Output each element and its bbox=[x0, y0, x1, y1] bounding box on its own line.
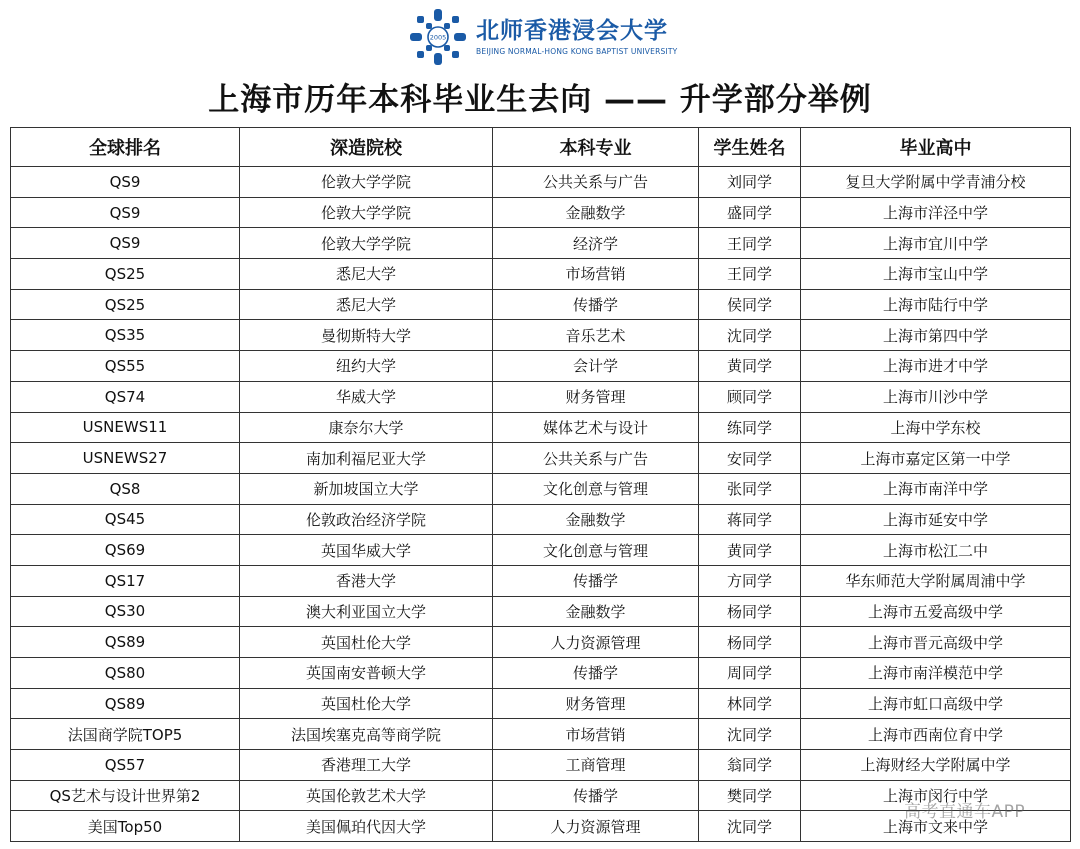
cell-global-rank: QS9 bbox=[11, 167, 240, 198]
graduate-destination-table bbox=[10, 127, 1071, 842]
watermark: 高考直通车APP bbox=[904, 802, 1026, 822]
table-row bbox=[11, 473, 1071, 504]
cell-student-name: 黄同学 bbox=[699, 535, 801, 566]
cell-student-name: 顾同学 bbox=[699, 381, 801, 412]
cell-global-rank: 美国Top50 bbox=[11, 811, 240, 842]
cell-high-school: 复旦大学附属中学青浦分校 bbox=[801, 167, 1071, 198]
cell-major: 音乐艺术 bbox=[493, 320, 699, 351]
cell-university: 英国杜伦大学 bbox=[240, 627, 493, 658]
cell-major: 市场营销 bbox=[493, 719, 699, 750]
cell-high-school: 上海市松江二中 bbox=[801, 535, 1071, 566]
cell-global-rank: QS17 bbox=[11, 565, 240, 596]
cell-student-name: 王同学 bbox=[699, 259, 801, 290]
cell-high-school: 上海市五爱高级中学 bbox=[801, 596, 1071, 627]
table-row bbox=[11, 811, 1071, 842]
cell-high-school: 上海市闵行中学 bbox=[801, 780, 1071, 811]
cell-student-name: 沈同学 bbox=[699, 811, 801, 842]
header-student-name: 学生姓名 bbox=[699, 128, 801, 167]
cell-major: 传播学 bbox=[493, 565, 699, 596]
cell-major: 市场营销 bbox=[493, 259, 699, 290]
cell-major: 人力资源管理 bbox=[493, 811, 699, 842]
cell-student-name: 盛同学 bbox=[699, 197, 801, 228]
cell-university: 伦敦政治经济学院 bbox=[240, 504, 493, 535]
cell-high-school: 上海市文来中学 bbox=[801, 811, 1071, 842]
cell-high-school: 上海市宝山中学 bbox=[801, 259, 1071, 290]
cell-university: 纽约大学 bbox=[240, 351, 493, 382]
header-major: 本科专业 bbox=[493, 128, 699, 167]
cell-student-name: 周同学 bbox=[699, 658, 801, 689]
table-row bbox=[11, 197, 1071, 228]
table-row bbox=[11, 565, 1071, 596]
cell-high-school: 华东师范大学附属周浦中学 bbox=[801, 565, 1071, 596]
header-global-rank: 全球排名 bbox=[11, 128, 240, 167]
cell-major: 文化创意与管理 bbox=[493, 473, 699, 504]
cell-student-name: 刘同学 bbox=[699, 167, 801, 198]
table-row bbox=[11, 351, 1071, 382]
cell-global-rank: QS9 bbox=[11, 197, 240, 228]
cell-major: 公共关系与广告 bbox=[493, 167, 699, 198]
cell-university: 伦敦大学学院 bbox=[240, 228, 493, 259]
cell-major: 金融数学 bbox=[493, 197, 699, 228]
cell-global-rank: QS74 bbox=[11, 381, 240, 412]
cell-student-name: 张同学 bbox=[699, 473, 801, 504]
cell-high-school: 上海市宜川中学 bbox=[801, 228, 1071, 259]
table-row bbox=[11, 320, 1071, 351]
cell-student-name: 蒋同学 bbox=[699, 504, 801, 535]
cell-high-school: 上海市西南位育中学 bbox=[801, 719, 1071, 750]
cell-high-school: 上海财经大学附属中学 bbox=[801, 750, 1071, 781]
header-high-school: 毕业高中 bbox=[801, 128, 1071, 167]
cell-student-name: 沈同学 bbox=[699, 719, 801, 750]
cell-student-name: 侯同学 bbox=[699, 289, 801, 320]
cell-university: 澳大利亚国立大学 bbox=[240, 596, 493, 627]
cell-university: 伦敦大学学院 bbox=[240, 197, 493, 228]
table-row bbox=[11, 780, 1071, 811]
cell-high-school: 上海市虹口高级中学 bbox=[801, 688, 1071, 719]
page-title: 上海市历年本科毕业生去向 —— 升学部分举例 bbox=[208, 82, 872, 118]
table-row bbox=[11, 658, 1071, 689]
cell-global-rank: QS8 bbox=[11, 473, 240, 504]
cell-global-rank: QS25 bbox=[11, 259, 240, 290]
cell-student-name: 黄同学 bbox=[699, 351, 801, 382]
table-row bbox=[11, 443, 1071, 474]
cell-global-rank: QS35 bbox=[11, 320, 240, 351]
cell-global-rank: QS45 bbox=[11, 504, 240, 535]
cell-global-rank: USNEWS27 bbox=[11, 443, 240, 474]
cell-university: 英国华威大学 bbox=[240, 535, 493, 566]
cell-university: 英国杜伦大学 bbox=[240, 688, 493, 719]
cell-student-name: 杨同学 bbox=[699, 596, 801, 627]
cell-university: 康奈尔大学 bbox=[240, 412, 493, 443]
cell-student-name: 王同学 bbox=[699, 228, 801, 259]
cell-university: 曼彻斯特大学 bbox=[240, 320, 493, 351]
table-header-row bbox=[11, 128, 1071, 167]
table-row bbox=[11, 381, 1071, 412]
cell-major: 财务管理 bbox=[493, 381, 699, 412]
university-logo bbox=[408, 4, 677, 70]
table-row bbox=[11, 535, 1071, 566]
cell-high-school: 上海中学东校 bbox=[801, 412, 1071, 443]
cell-major: 财务管理 bbox=[493, 688, 699, 719]
table-row bbox=[11, 596, 1071, 627]
cell-high-school: 上海市晋元高级中学 bbox=[801, 627, 1071, 658]
table-row bbox=[11, 627, 1071, 658]
cell-major: 传播学 bbox=[493, 658, 699, 689]
cell-major: 工商管理 bbox=[493, 750, 699, 781]
cell-university: 华威大学 bbox=[240, 381, 493, 412]
logo-name-en: BEIJING NORMAL-HONG KONG BAPTIST UNIVERSITY bbox=[476, 47, 678, 56]
cell-student-name: 安同学 bbox=[699, 443, 801, 474]
cell-university: 美国佩珀代因大学 bbox=[240, 811, 493, 842]
cell-major: 金融数学 bbox=[493, 504, 699, 535]
cell-major: 会计学 bbox=[493, 351, 699, 382]
cell-student-name: 沈同学 bbox=[699, 320, 801, 351]
cell-university: 悉尼大学 bbox=[240, 289, 493, 320]
logo-name-cn: 北师香港浸会大学 bbox=[476, 18, 668, 44]
cell-high-school: 上海市川沙中学 bbox=[801, 381, 1071, 412]
cell-global-rank: QS57 bbox=[11, 750, 240, 781]
cell-student-name: 翁同学 bbox=[699, 750, 801, 781]
cell-university: 伦敦大学学院 bbox=[240, 167, 493, 198]
table-row bbox=[11, 504, 1071, 535]
cell-student-name: 方同学 bbox=[699, 565, 801, 596]
cell-student-name: 林同学 bbox=[699, 688, 801, 719]
table-row bbox=[11, 688, 1071, 719]
table-row bbox=[11, 259, 1071, 290]
cell-high-school: 上海市第四中学 bbox=[801, 320, 1071, 351]
cell-major: 文化创意与管理 bbox=[493, 535, 699, 566]
table-row bbox=[11, 289, 1071, 320]
cell-high-school: 上海市南洋模范中学 bbox=[801, 658, 1071, 689]
cell-high-school: 上海市洋泾中学 bbox=[801, 197, 1071, 228]
table-row bbox=[11, 412, 1071, 443]
cell-student-name: 练同学 bbox=[699, 412, 801, 443]
cell-major: 经济学 bbox=[493, 228, 699, 259]
cell-high-school: 上海市南洋中学 bbox=[801, 473, 1071, 504]
cell-high-school: 上海市进才中学 bbox=[801, 351, 1071, 382]
university-emblem-icon bbox=[408, 7, 468, 67]
cell-major: 传播学 bbox=[493, 780, 699, 811]
cell-high-school: 上海市嘉定区第一中学 bbox=[801, 443, 1071, 474]
table-row bbox=[11, 719, 1071, 750]
header-university: 深造院校 bbox=[240, 128, 493, 167]
cell-high-school: 上海市陆行中学 bbox=[801, 289, 1071, 320]
cell-major: 传播学 bbox=[493, 289, 699, 320]
cell-major: 媒体艺术与设计 bbox=[493, 412, 699, 443]
logo-year: 2005 bbox=[429, 33, 447, 42]
table-row bbox=[11, 228, 1071, 259]
cell-major: 金融数学 bbox=[493, 596, 699, 627]
cell-major: 公共关系与广告 bbox=[493, 443, 699, 474]
cell-global-rank: QS9 bbox=[11, 228, 240, 259]
cell-university: 英国南安普顿大学 bbox=[240, 658, 493, 689]
cell-major: 人力资源管理 bbox=[493, 627, 699, 658]
cell-university: 新加坡国立大学 bbox=[240, 473, 493, 504]
cell-student-name: 樊同学 bbox=[699, 780, 801, 811]
cell-university: 南加利福尼亚大学 bbox=[240, 443, 493, 474]
cell-global-rank: USNEWS11 bbox=[11, 412, 240, 443]
table-row bbox=[11, 750, 1071, 781]
cell-university: 英国伦敦艺术大学 bbox=[240, 780, 493, 811]
cell-university: 悉尼大学 bbox=[240, 259, 493, 290]
cell-global-rank: QS55 bbox=[11, 351, 240, 382]
cell-global-rank: QS25 bbox=[11, 289, 240, 320]
cell-global-rank: QS69 bbox=[11, 535, 240, 566]
cell-global-rank: QS30 bbox=[11, 596, 240, 627]
cell-university: 法国埃塞克高等商学院 bbox=[240, 719, 493, 750]
cell-high-school: 上海市延安中学 bbox=[801, 504, 1071, 535]
cell-global-rank: QS艺术与设计世界第2 bbox=[11, 780, 240, 811]
table-body bbox=[11, 167, 1071, 842]
cell-global-rank: QS89 bbox=[11, 627, 240, 658]
cell-global-rank: QS80 bbox=[11, 658, 240, 689]
cell-global-rank: 法国商学院TOP5 bbox=[11, 719, 240, 750]
cell-university: 香港理工大学 bbox=[240, 750, 493, 781]
cell-university: 香港大学 bbox=[240, 565, 493, 596]
table-row bbox=[11, 167, 1071, 198]
cell-student-name: 杨同学 bbox=[699, 627, 801, 658]
cell-global-rank: QS89 bbox=[11, 688, 240, 719]
